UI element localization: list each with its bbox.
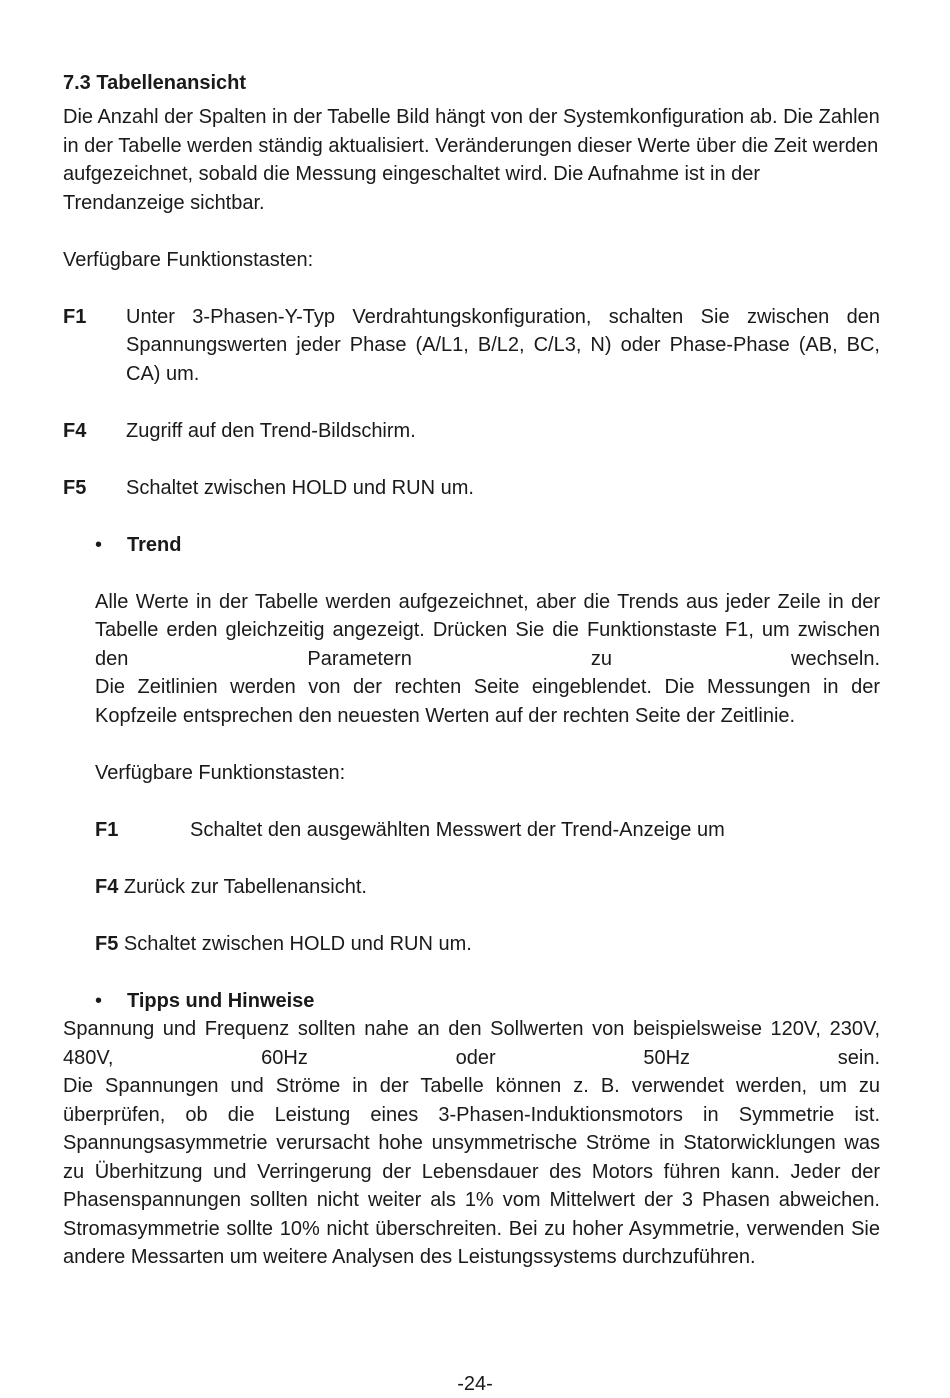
trend-paragraph-1: Alle Werte in der Tabelle werden aufgezeichnet, aber die Trends aus jeder Zeile in der Tabelle erden gleichzeitig angezeigt. Drücken Sie die Funktionstaste F1, um zwischen den Parametern zu wechseln. [95, 590, 880, 670]
spacer [63, 502, 880, 531]
key-description: Schaltet zwischen HOLD und RUN um. [118, 932, 472, 955]
key-label: F1 [63, 305, 87, 328]
key-label: F1 [95, 818, 119, 841]
function-key-f1 [63, 303, 880, 389]
trend-bullet [95, 531, 880, 560]
spacer [63, 958, 880, 987]
spacer [63, 274, 880, 303]
spacer [95, 901, 880, 930]
section-title: 7.3 Tabellenansicht [63, 72, 247, 94]
spacer [63, 388, 880, 417]
function-key-f5 [63, 474, 880, 503]
trend-title: Trend [127, 533, 182, 556]
page-content [63, 66, 880, 1272]
key-label: F5 [95, 932, 119, 955]
key-description: Schaltet den ausgewählten Messwert der Trend-Anzeige um [190, 818, 725, 841]
trend-section [95, 588, 880, 959]
spacer [95, 730, 880, 759]
bullet-icon: • [95, 989, 103, 1012]
spacer [63, 445, 880, 474]
tips-title: Tipps und Hinweise [127, 989, 315, 1012]
key-label: F4 [63, 419, 87, 442]
tips-paragraph-2: Die Spannungen und Ströme in der Tabelle können z. B. verwendet werden, um zu überprüfen, ob die Leistung eines 3-Phasen-Induktionsmotors in Symmetrie ist. Spannungsasymmetrie verursacht hohe unsymmetrische Ströme in Statorwicklungen was zu Überhitzung und Verringerung der Lebensdauer des Motors führen kann. Jeder der Phasenspannungen sollten nicht weiter als 1% vom Mittelwert der 3 Phasen abweichen. Stromasymmetrie sollte 10% nicht überschreiten. Bei zu hoher Asymmetrie, verwenden Sie andere Messarten um weitere Analysen des Leistungssystems durchzuführen. [63, 1075, 880, 1268]
spacer [63, 559, 880, 588]
trend-function-key-f4 [95, 873, 880, 902]
key-description: Zugriff auf den Trend-Bildschirm. [126, 419, 416, 442]
spacer [95, 787, 880, 816]
intro-paragraph: Die Anzahl der Spalten in der Tabelle Bild hängt von der Systemkonfiguration ab. Die Zahlen in der Tabelle werden ständig aktualisiert. Veränderungen dieser Werte über die Zeit werden aufgezeichnet, sobald die Messung eingeschaltet wird. Die Aufnahme ist in der Trendanzeige sichtbar. [63, 106, 880, 214]
function-key-f4 [63, 417, 880, 446]
tips-paragraph-1: Spannung und Frequenz sollten nahe an den Sollwerten von beispielsweise 120V, 230V, 480V, 60Hz oder 50Hz sein. [63, 1018, 880, 1069]
trend-function-key-f1 [95, 816, 880, 845]
keys-heading: Verfügbare Funktionstasten: [63, 248, 314, 271]
spacer [95, 844, 880, 873]
tips-bullet [95, 987, 880, 1016]
trend-function-key-f5 [95, 930, 880, 959]
key-description: Zurück zur Tabellenansicht. [118, 875, 367, 898]
trend-keys-heading: Verfügbare Funktionstasten: [95, 761, 346, 784]
trend-paragraph-2: Die Zeitlinien werden von der rechten Seite eingeblendet. Die Messungen in der Kopfzeile entsprechen den neuesten Werten auf der rechten Seite der Zeitlinie. [95, 676, 880, 727]
key-description: Unter 3-Phasen-Y-Typ Verdrahtungskonfiguration, schalten Sie zwischen den Spannungswerten jeder Phase (A/L1, B/L2, C/L3, N) oder Phase-Phase (AB, BC, CA) um. [126, 305, 880, 385]
bullet-icon: • [95, 533, 103, 556]
key-label: F4 [95, 875, 119, 898]
key-label: F5 [63, 476, 87, 499]
page-number: -24- [457, 1373, 493, 1395]
key-description: Schaltet zwischen HOLD und RUN um. [126, 476, 474, 499]
spacer [63, 217, 880, 246]
